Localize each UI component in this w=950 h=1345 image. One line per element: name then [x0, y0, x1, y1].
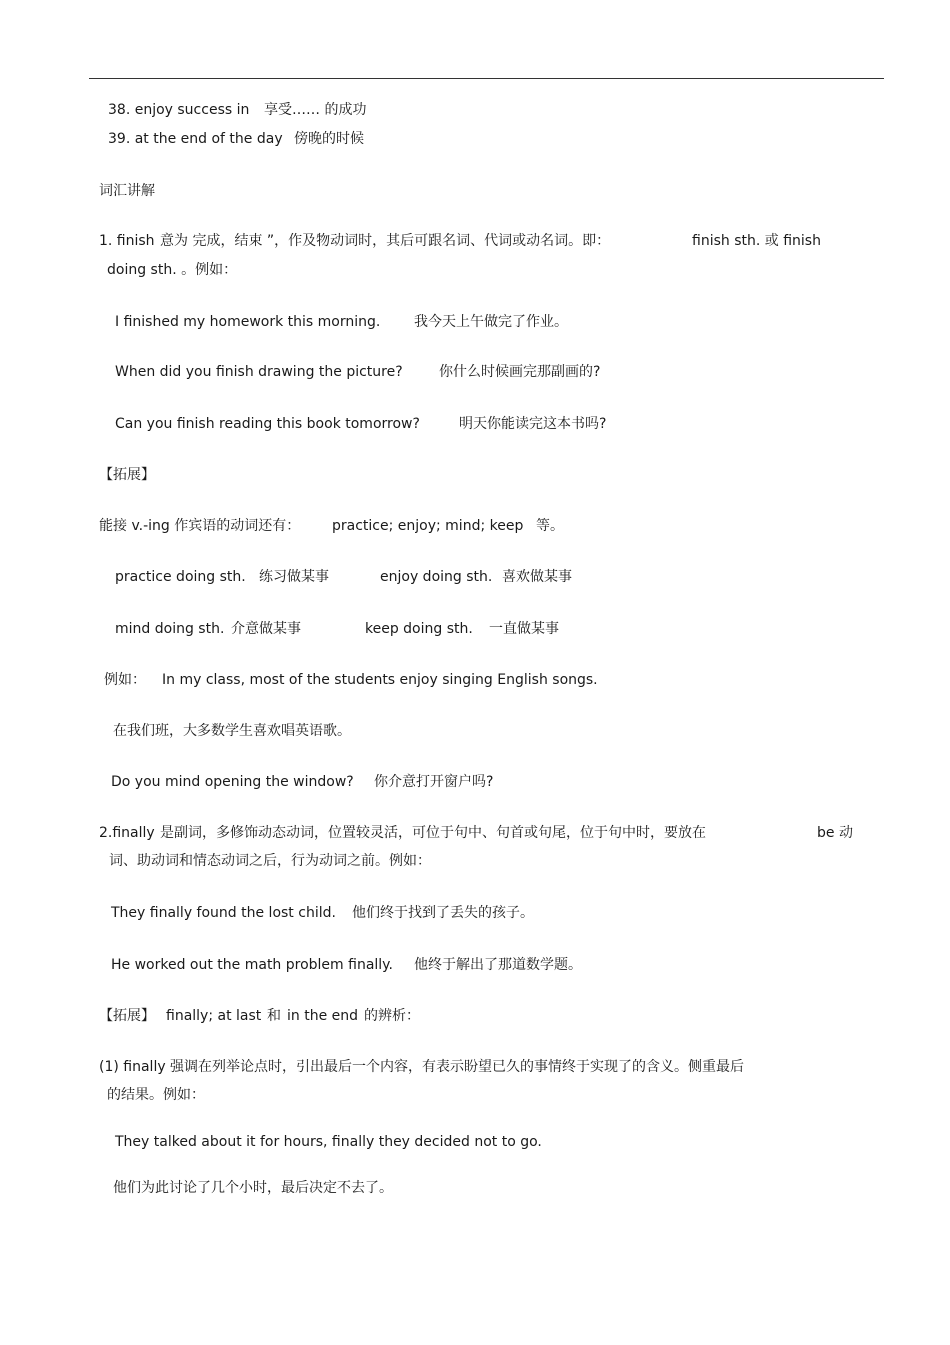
ex3-en: They talked about it for hours, finally they decided not to go.: [115, 1134, 542, 1150]
verb-en: mind doing sth.: [115, 621, 225, 637]
example-en: He worked out the math problem finally.: [111, 957, 393, 973]
example-en: I finished my homework this morning.: [115, 314, 381, 330]
extension-title: 【拓展】: [99, 467, 155, 483]
ext2-b: 和: [267, 1008, 281, 1024]
item2-prefix: 2.finally: [99, 825, 155, 841]
ext2-title: 【拓展】: [99, 1008, 155, 1024]
verb-zh: 一直做某事: [489, 621, 559, 637]
example-zh: 他们终于找到了丢失的孩子。: [352, 905, 534, 921]
item1-prefix: 1. finish: [99, 233, 155, 249]
item1-cont: doing sth. 。例如：: [107, 262, 238, 278]
ext1-line-b: practice; enjoy; mind; keep: [332, 518, 524, 534]
example-zh: 我今天上午做完了作业。: [414, 314, 568, 330]
example-zh: 你什么时候画完那副画的?: [439, 364, 601, 380]
ext2-c: in the end: [287, 1008, 359, 1024]
phrase-38-zh: 享受…… 的成功: [264, 102, 367, 118]
eg2-zh: 你介意打开窗户吗?: [374, 774, 494, 790]
ext2-d: 的辨析：: [364, 1008, 420, 1024]
item1-forms: finish sth. 或 finish: [692, 233, 821, 249]
p1-prefix: (1) finally: [99, 1059, 166, 1075]
example-en: Can you finish reading this book tomorrow?: [115, 416, 420, 432]
ext1-line-a: 能接 v.-ing 作宾语的动词还有：: [99, 518, 301, 534]
example-zh: 明天你能读完这本书吗?: [459, 416, 607, 432]
verb-zh: 练习做某事: [259, 569, 329, 585]
p1-cont: 的结果。例如：: [107, 1087, 205, 1103]
eg-zh: 在我们班，大多数学生喜欢唱英语歌。: [113, 723, 351, 739]
header-rule: [89, 78, 884, 79]
eg-en: In my class, most of the students enjoy singing English songs.: [162, 672, 598, 688]
item1-desc: 意为 完成，结束 ”，作及物动词时，其后可跟名词、代词或动名词。即：: [160, 233, 611, 249]
ex3-zh: 他们为此讨论了几个小时，最后决定不去了。: [113, 1180, 393, 1196]
item2-be: be 动: [817, 825, 853, 841]
verb-en: enjoy doing sth.: [380, 569, 493, 585]
ext1-line-c: 等。: [536, 518, 564, 534]
item2-cont: 词、助动词和情态动词之后，行为动词之前。例如：: [109, 853, 431, 869]
section-title: 词汇讲解: [99, 183, 155, 199]
verb-en: practice doing sth.: [115, 569, 246, 585]
verb-zh: 喜欢做某事: [502, 569, 572, 585]
p1-desc: 强调在列举论点时，引出最后一个内容，有表示盼望已久的事情终于实现了的含义。侧重最后: [170, 1059, 744, 1075]
verb-en: keep doing sth.: [365, 621, 473, 637]
example-zh: 他终于解出了那道数学题。: [414, 957, 582, 973]
item2-desc: 是副词，多修饰动态动词，位置较灵活，可位于句中、句首或句尾，位于句中时，要放在: [160, 825, 706, 841]
ext2-a: finally; at last: [166, 1008, 262, 1024]
verb-zh: 介意做某事: [231, 621, 301, 637]
example-en: They finally found the lost child.: [111, 905, 336, 921]
eg2-en: Do you mind opening the window?: [111, 774, 354, 790]
phrase-38-en: 38. enjoy success in: [108, 102, 250, 118]
eg-label: 例如：: [104, 672, 146, 688]
phrase-39-zh: 傍晚的时候: [294, 131, 364, 147]
phrase-39-en: 39. at the end of the day: [108, 131, 283, 147]
example-en: When did you finish drawing the picture?: [115, 364, 403, 380]
